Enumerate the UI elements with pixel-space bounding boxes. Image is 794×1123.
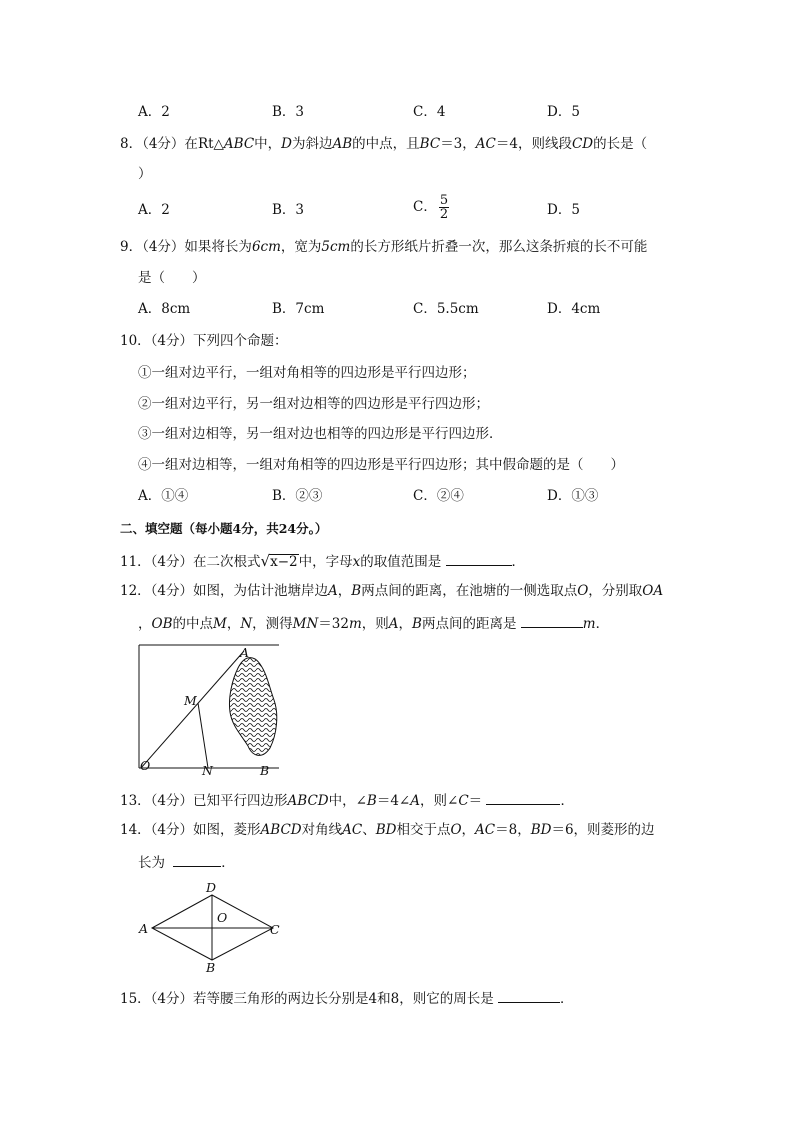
q10-statement-1: ①一组对边平行，一组对角相等的四边形是平行四边形； bbox=[138, 365, 476, 381]
q14-stem-line2: 长为 ． bbox=[138, 852, 235, 872]
q9-option-d: D．4cm bbox=[547, 301, 601, 317]
q13-stem: 13．（4分）已知平行四边形ABCD中，∠B＝4∠A，则∠C＝ ． bbox=[120, 790, 574, 810]
point-a-label: A bbox=[240, 645, 250, 660]
point-c-label: C bbox=[270, 922, 280, 937]
q7-option-c: C．4 bbox=[413, 104, 446, 120]
answer-blank[interactable] bbox=[521, 613, 583, 628]
q10-option-b: B．②③ bbox=[272, 488, 323, 504]
fraction: $\frac{5}{2}$ bbox=[439, 193, 449, 222]
point-n-label: N bbox=[202, 763, 213, 778]
segment-mn bbox=[198, 703, 208, 768]
point-m-label: M bbox=[184, 693, 197, 708]
q10-stem: 10．（4分）下列四个命题： bbox=[120, 333, 288, 349]
section-title: 二、填空题（每小题4分，共24分。） bbox=[120, 521, 328, 536]
point-o-label: O bbox=[140, 758, 151, 773]
point-d-label: D bbox=[206, 880, 217, 895]
radicand: x−2 bbox=[270, 554, 298, 570]
answer-blank[interactable] bbox=[446, 551, 512, 566]
q9-stem-line2: 是（ ） bbox=[138, 270, 206, 286]
q8-stem: 8．（4分）在Rt△ABC中，D为斜边AB的中点，且BC＝3，AC＝4，则线段CD的长是（ bbox=[120, 136, 648, 152]
q9-stem: 9．（4分）如果将长为6cm，宽为5cm的长方形纸片折叠一次，那么这条折痕的长不可能 bbox=[120, 239, 648, 255]
point-o-label: O bbox=[217, 910, 228, 925]
segment-oa bbox=[141, 651, 244, 768]
q9-option-a: A．8cm bbox=[138, 301, 191, 317]
q10-statement-4: ④一组对边相等，一组对角相等的四边形是平行四边形；其中假命题的是（ ） bbox=[138, 457, 624, 473]
q8-option-c: C． $\frac{5}{2}$ bbox=[413, 193, 449, 222]
point-b-label: B bbox=[206, 960, 216, 975]
answer-blank[interactable] bbox=[173, 852, 221, 867]
answer-blank[interactable] bbox=[486, 790, 560, 805]
q10-statement-3: ③一组对边相等，另一组对边也相等的四边形是平行四边形． bbox=[138, 426, 503, 442]
q10-option-c: C．②④ bbox=[413, 488, 464, 504]
q10-statement-2: ②一组对边平行，另一组对边相等的四边形是平行四边形； bbox=[138, 396, 489, 412]
point-b-label: B bbox=[260, 763, 270, 778]
q7-option-b: B．3 bbox=[272, 104, 305, 120]
q8-option-d: D．5 bbox=[547, 202, 580, 218]
q11-stem: 11．（4分）在二次根式√x−2中，字母x的取值范围是 ． bbox=[120, 552, 526, 570]
q9-option-b: B．7cm bbox=[272, 301, 325, 317]
q10-option-d: D．①③ bbox=[547, 488, 599, 504]
q12-stem: 12．（4分）如图，为估计池塘岸边A，B两点间的距离，在池塘的一侧选取点O，分别取OA bbox=[120, 583, 664, 599]
radical-sign: √ bbox=[260, 552, 271, 570]
q12-stem-line2: ，OB的中点M，N，测得MN＝32m，则A，B两点间的距离是 m． bbox=[138, 613, 609, 633]
q8-stem-line2: ） bbox=[138, 166, 152, 182]
answer-blank[interactable] bbox=[498, 988, 560, 1003]
q15-stem: 15．（4分）若等腰三角形的两边长分别是4和8，则它的周长是 ． bbox=[120, 988, 574, 1008]
rhombus-figure bbox=[136, 878, 286, 976]
pond-shape bbox=[229, 658, 276, 756]
pond-figure bbox=[136, 642, 282, 778]
q7-option-a: A．2 bbox=[138, 104, 170, 120]
q7-option-d: D．5 bbox=[547, 104, 580, 120]
q8-option-b: B．3 bbox=[272, 202, 305, 218]
point-a-label: A bbox=[139, 921, 149, 936]
q9-option-c: C．5.5cm bbox=[413, 301, 479, 317]
q10-option-a: A．①④ bbox=[138, 488, 189, 504]
q8-option-a: A．2 bbox=[138, 202, 170, 218]
q14-stem: 14．（4分）如图，菱形ABCD对角线AC、BD相交于点O，AC＝8，BD＝6，则菱形的边 bbox=[120, 822, 655, 838]
